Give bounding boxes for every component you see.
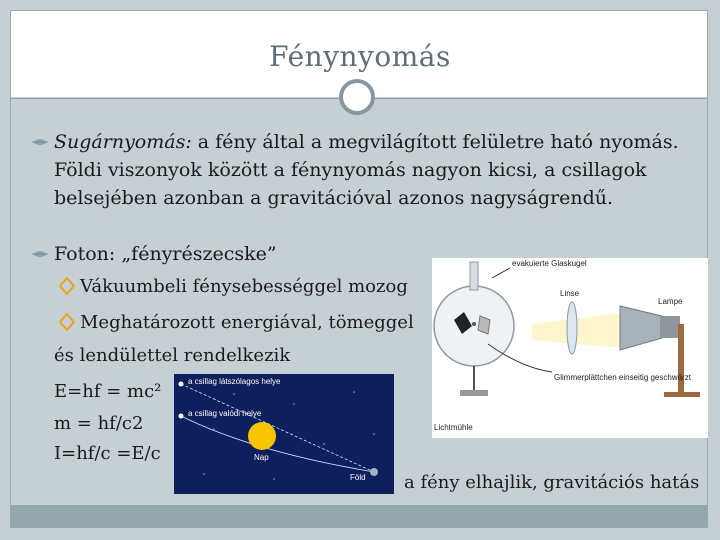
sugarnyomas-definition: a fény által a megvilágított felületre ható nyomás. Földi viszonyok között a fénynyomás nagyon kicsi, a csillagok belsejében azonban a gravitációval azonos nagyságrendű. bbox=[54, 131, 679, 209]
bullet-sugarnyomas bbox=[54, 128, 714, 212]
label-real-position: a csillag valódi helye bbox=[188, 409, 262, 418]
label-lichtmuehle: Lichtmühle bbox=[434, 423, 473, 432]
label-earth: Föld bbox=[350, 473, 366, 482]
label-glaskugel: evakuierte Glaskugel bbox=[512, 259, 587, 268]
sub-bullet-diamond-icon bbox=[58, 277, 76, 295]
label-apparent-position: a csillag látszólagos helye bbox=[188, 377, 281, 386]
label-lampe: Lampe bbox=[658, 297, 683, 306]
formula-intensity: I=hf/c =E/c bbox=[54, 443, 161, 464]
bullet-arrow-icon bbox=[30, 244, 50, 264]
bullet-foton: Foton: „fényrészecske” bbox=[54, 243, 277, 265]
text-momentum: és lendülettel rendelkezik bbox=[54, 345, 291, 366]
bullet-arrow-icon bbox=[30, 132, 50, 152]
star-deflection-figure bbox=[174, 374, 394, 494]
label-linse: Linse bbox=[560, 289, 580, 298]
formula-energy: E=hf = mc² bbox=[54, 381, 162, 402]
label-sun: Nap bbox=[254, 453, 269, 462]
footer-bar bbox=[11, 505, 707, 527]
term-sugarnyomas: Sugárnyomás: bbox=[54, 131, 192, 153]
sub-bullet-diamond-icon bbox=[58, 313, 76, 331]
sub-bullet-speed: Vákuumbeli fénysebességgel mozog bbox=[80, 276, 408, 297]
sub-bullet-energy: Meghatározott energiával, tömeggel bbox=[80, 312, 414, 333]
figure-caption: a fény elhajlik, gravitációs hatás bbox=[404, 472, 700, 493]
slide-title: Fénynyomás bbox=[269, 40, 451, 73]
label-glimmer: Glimmerplättchen einseitig geschwärzt bbox=[554, 373, 691, 382]
formula-mass: m = hf/c2 bbox=[54, 413, 144, 434]
title-ring-ornament bbox=[339, 79, 375, 115]
lichtmuehle-figure bbox=[432, 258, 708, 438]
